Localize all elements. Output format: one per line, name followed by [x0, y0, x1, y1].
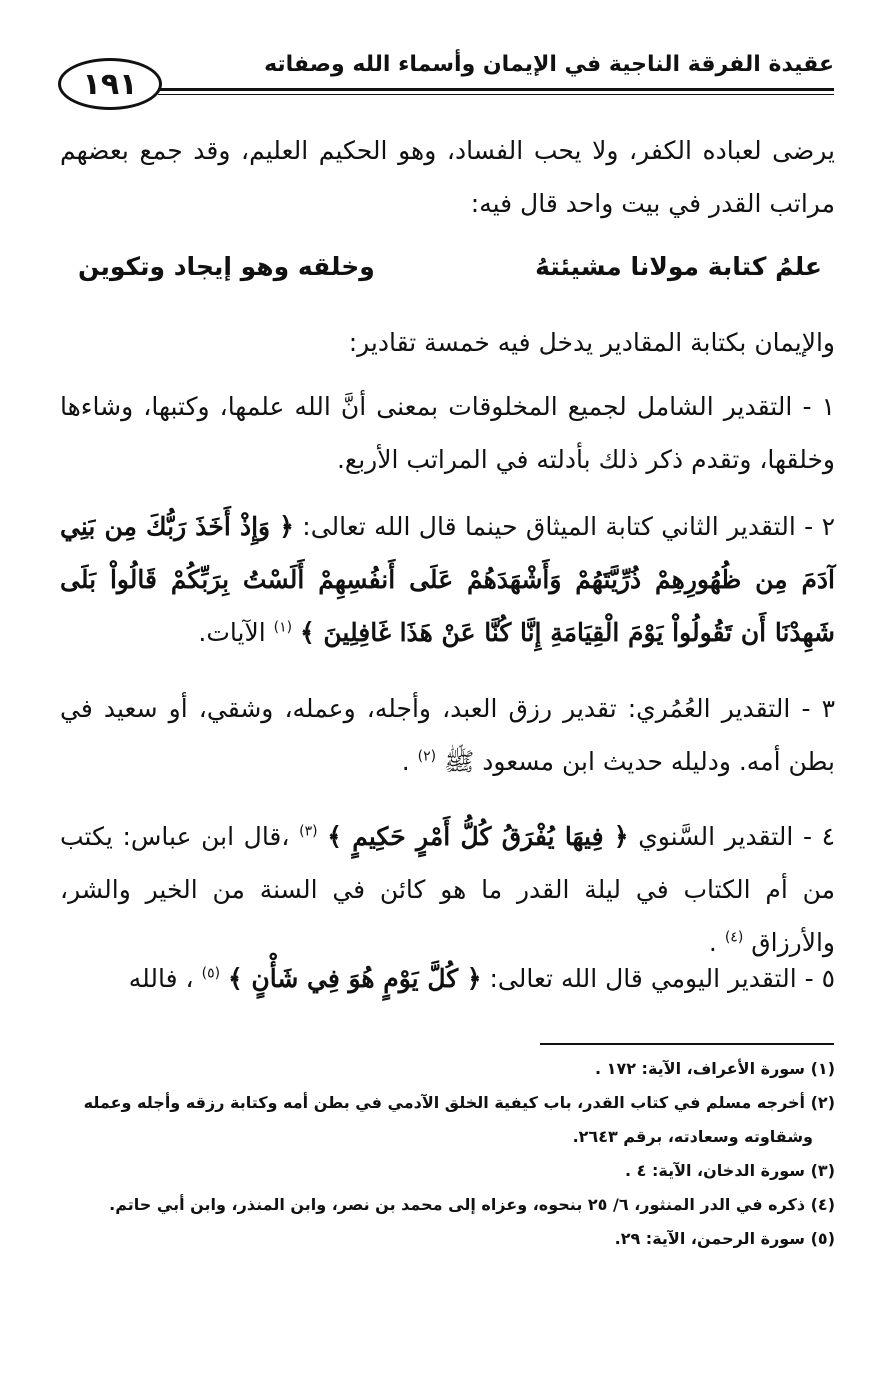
footnote-1: (١) سورة الأعراف، الآية: ١٧٢ .	[595, 1059, 835, 1078]
decree-2-intro: ٢ - التقدير الثاني كتابة الميثاق حينما قال الله تعالى:	[302, 512, 835, 541]
header-rule-thin	[158, 94, 834, 95]
poem-first-hemistich: علمُ كتابة مولانا مشيئتهُ	[535, 252, 822, 281]
decree-3-tail: .	[401, 747, 410, 776]
paragraph-intro: يرضى لعباده الكفر، ولا يحب الفساد، وهو الحكيم العليم، وقد جمع بعضهم مراتب القدر في بيت واحد قال فيه:	[60, 136, 835, 218]
quran-verse-araf: ﴿ وَإِذْ أَخَذَ رَبُّكَ مِن بَنِي آدَمَ مِن ظُهُورِهِمْ ذُرِّيَّتَهُمْ وَأَشْهَدَهُمْ عَلَى أَنفُسِهِمْ أَلَسْتُ بِرَبِّكُمْ قَالُواْ بَلَى شَهِدْنَا أَن تَقُولُواْ يَوْمَ الْقِيَامَةِ إِنَّا كُنَّا عَنْ هَذَا غَافِلِينَ ﴾	[60, 512, 835, 647]
footnote-ref-5: (٥)	[201, 965, 221, 982]
decree-2-tail: الآيات.	[198, 618, 266, 647]
quran-verse-dukhan: ﴿ فِيهَا يُفْرَقُ كُلُّ أَمْرٍ حَكِيمٍ ﴾	[327, 822, 629, 851]
footnote-ref-3: (٣)	[299, 823, 318, 840]
footnote-5: (٥) سورة الرحمن، الآية: ٢٩.	[614, 1229, 835, 1248]
paragraph-decree-4	[60, 810, 835, 969]
page-header	[58, 52, 834, 118]
decree-5-tail: ، فالله	[128, 964, 194, 993]
paragraph-decree-2	[60, 500, 835, 659]
running-title: عقيدة الفرقة الناجية في الإيمان وأسماء الله وصفاته	[264, 52, 834, 77]
footnote-2: (٢) أخرجه مسلم في كتاب القدر، باب كيفية الخلق الآدمي في بطن أمه وكتابة رزقه وأجله وعمله	[83, 1093, 835, 1112]
decree-3-text: ٣ - التقدير العُمُري: تقدير رزق العبد، وأجله، وعمله، وشقي، أو سعيد في بطن أمه. ودليله حديث ابن مسعود ﷺ	[60, 694, 835, 776]
poem-second-hemistich: وخلقه وهو إيجاد وتكوين	[78, 252, 375, 281]
footnote-3: (٣) سورة الدخان، الآية: ٤ .	[624, 1161, 835, 1180]
footnote-2-continued: وشقاوته وسعادته، برقم ٢٦٤٣.	[572, 1127, 813, 1146]
footnote-4: (٤) ذكره في الدر المنثور، ٦/ ٢٥ بنحوه، وعزاه إلى محمد بن نصر، وابن المنذر، وابن أبي حاتم.	[109, 1195, 835, 1214]
footnote-ref-1: (١)	[273, 619, 293, 636]
paragraph-decree-1: ١ - التقدير الشامل لجميع المخلوقات بمعنى أنَّ الله علمها، وكتبها، وشاءها وخلقها، وتقدم ذكر ذلك بأدلته في المراتب الأربع.	[60, 392, 835, 474]
poem-verse	[78, 252, 822, 302]
footnote-separator	[540, 1043, 834, 1045]
decree-4-tail: ،قال ابن عباس: يكتب من أم الكتاب في ليلة القدر ما هو كائن في السنة من الخير والشر، والأرزاق	[60, 822, 835, 957]
quran-verse-rahman: ﴿ كُلَّ يَوْمٍ هُوَ فِي شَأْنٍ ﴾	[228, 964, 482, 993]
page-number: ١٩١	[58, 58, 162, 110]
paragraph-five-decrees: والإيمان بكتابة المقادير يدخل فيه خمسة تقادير:	[348, 328, 835, 357]
footnote-ref-2: (٢)	[417, 748, 437, 765]
decree-5-intro: ٥ - التقدير اليومي قال الله تعالى:	[489, 964, 835, 993]
header-rule	[158, 88, 834, 91]
footnote-ref-4: (٤)	[724, 929, 744, 946]
paragraph-decree-5	[60, 952, 835, 1005]
decree-4-intro: ٤ - التقدير السَّنوي	[638, 822, 836, 851]
decree-4-end: .	[708, 928, 717, 957]
paragraph-decree-3	[60, 682, 835, 788]
footnotes	[60, 1052, 835, 1256]
